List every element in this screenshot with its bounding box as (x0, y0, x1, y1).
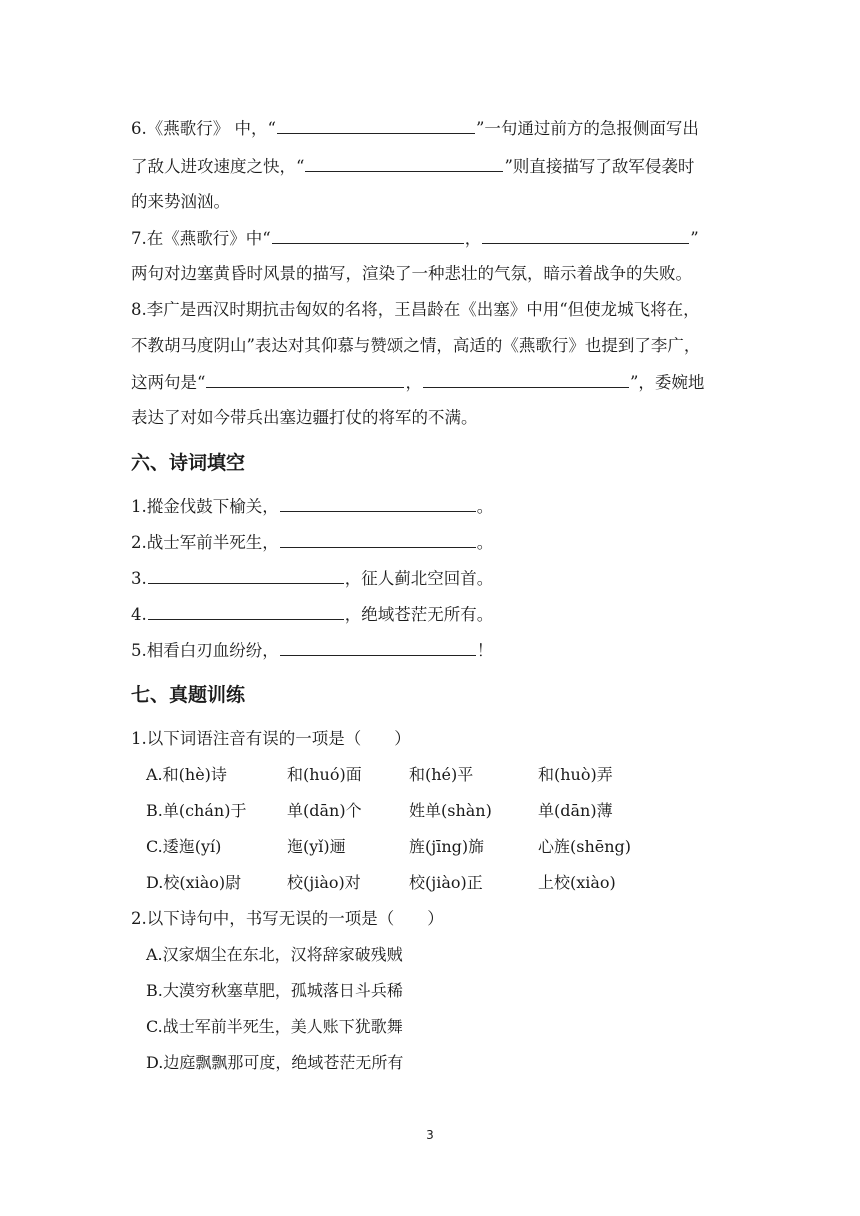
fill-text: 4. (131, 605, 147, 624)
answer-blank[interactable] (482, 226, 689, 244)
answer-blank[interactable] (280, 494, 476, 512)
option-a-4: 和(huò)弄 (538, 765, 613, 784)
q7-line-1 (131, 226, 699, 250)
option-a-3: 和(hé)平 (409, 765, 474, 784)
q6-text: ”则直接描写了敌军侵袭时 (504, 157, 695, 176)
q8-line-2: 不教胡马度阴山”表达对其仰慕与赞颂之情，高适的《燕歌行》也提到了李广， (131, 336, 701, 355)
answer-blank[interactable] (272, 226, 464, 244)
option-d-1[interactable]: D.校(xiào)尉 (146, 873, 242, 892)
option-a-2: 和(huó)面 (287, 765, 362, 784)
q8-line-1: 8.李广是西汉时期抗击匈奴的名将，王昌龄在《出塞》中用“但使龙城飞将在， (131, 300, 700, 319)
section-7-heading: 七、真题训练 (131, 684, 246, 706)
answer-blank[interactable] (206, 370, 404, 388)
option-d-3: 校(jiào)正 (409, 873, 483, 892)
fill-text: 。 (476, 533, 494, 552)
option-c-4: 心旌(shēng) (538, 837, 632, 856)
option-b-1[interactable]: B.单(chán)于 (146, 801, 247, 820)
option-b-3: 姓单(shàn) (409, 801, 492, 820)
option-d-2: 校(jiào)对 (287, 873, 361, 892)
fill-text: ，征人蓟北空回首。 (344, 569, 494, 588)
option-c-1[interactable]: C.逶迤(yí) (146, 837, 222, 856)
q2-option-c[interactable]: C.战士军前半死生，美人账下犹歌舞 (146, 1017, 403, 1036)
q7-text: ” (690, 229, 699, 248)
answer-blank[interactable] (280, 530, 476, 548)
option-b-2: 单(dān)个 (287, 801, 362, 820)
q8-text: ， (405, 373, 422, 392)
fill-item-1 (131, 494, 493, 518)
q6-line-2 (131, 154, 694, 178)
fill-text: 1.摐金伐鼓下榆关， (131, 497, 279, 516)
q8-line-4: 表达了对如今带兵出塞边疆打仗的将军的不满。 (131, 408, 478, 427)
q2-stem: 2.以下诗句中，书写无误的一项是（ ） (131, 909, 444, 928)
q2-option-b[interactable]: B.大漠穷秋塞草肥，孤城落日斗兵稀 (146, 981, 403, 1000)
option-b-4: 单(dān)薄 (538, 801, 613, 820)
fill-item-3 (131, 566, 493, 590)
fill-text: 。 (476, 497, 494, 516)
answer-blank[interactable] (148, 602, 344, 620)
fill-item-4 (131, 602, 493, 626)
q2-option-a[interactable]: A.汉家烟尘在东北，汉将辞家破残贼 (146, 945, 403, 964)
q6-text: 6.《燕歌行》 中，“ (131, 119, 276, 138)
q6-text: ”一句通过前方的急报侧面写出 (475, 119, 699, 138)
q6-text: 了敌人进攻速度之快，“ (131, 157, 305, 176)
fill-text: 2.战士军前半死生， (131, 533, 279, 552)
fill-item-5 (131, 638, 493, 662)
answer-blank[interactable] (148, 566, 344, 584)
q8-line-3 (131, 370, 704, 394)
answer-blank[interactable] (305, 154, 503, 172)
answer-blank[interactable] (277, 116, 475, 134)
q7-line-2: 两句对边塞黄昏时风景的描写，渲染了一种悲壮的气氛，暗示着战争的失败。 (131, 264, 692, 283)
fill-text: 5.相看白刃血纷纷， (131, 641, 279, 660)
fill-text: ！ (476, 641, 494, 660)
option-a-1[interactable]: A.和(hè)诗 (146, 765, 227, 784)
q8-text: 这两句是“ (131, 373, 206, 392)
q6-line-1 (131, 116, 699, 140)
answer-blank[interactable] (280, 638, 476, 656)
fill-text: 3. (131, 569, 147, 588)
option-c-3: 旌(jīng)旆 (409, 837, 485, 856)
option-c-2: 迤(yǐ)逦 (287, 837, 346, 856)
q7-text: ， (464, 229, 482, 248)
page-number: 3 (426, 1128, 434, 1142)
fill-item-2 (131, 530, 493, 554)
q7-text: 7.在《燕歌行》中“ (131, 229, 271, 248)
q6-line-3: 的来势汹汹。 (131, 192, 230, 211)
fill-text: ，绝域苍茫无所有。 (344, 605, 494, 624)
option-d-4: 上校(xiào) (538, 873, 616, 892)
section-6-heading: 六、诗词填空 (131, 452, 246, 474)
q1-stem: 1.以下词语注音有误的一项是（ ） (131, 729, 411, 748)
answer-blank[interactable] (423, 370, 629, 388)
q2-option-d[interactable]: D.边庭飘飘那可度，绝域苍茫无所有 (146, 1053, 404, 1072)
q8-text: ”，委婉地 (629, 373, 705, 392)
